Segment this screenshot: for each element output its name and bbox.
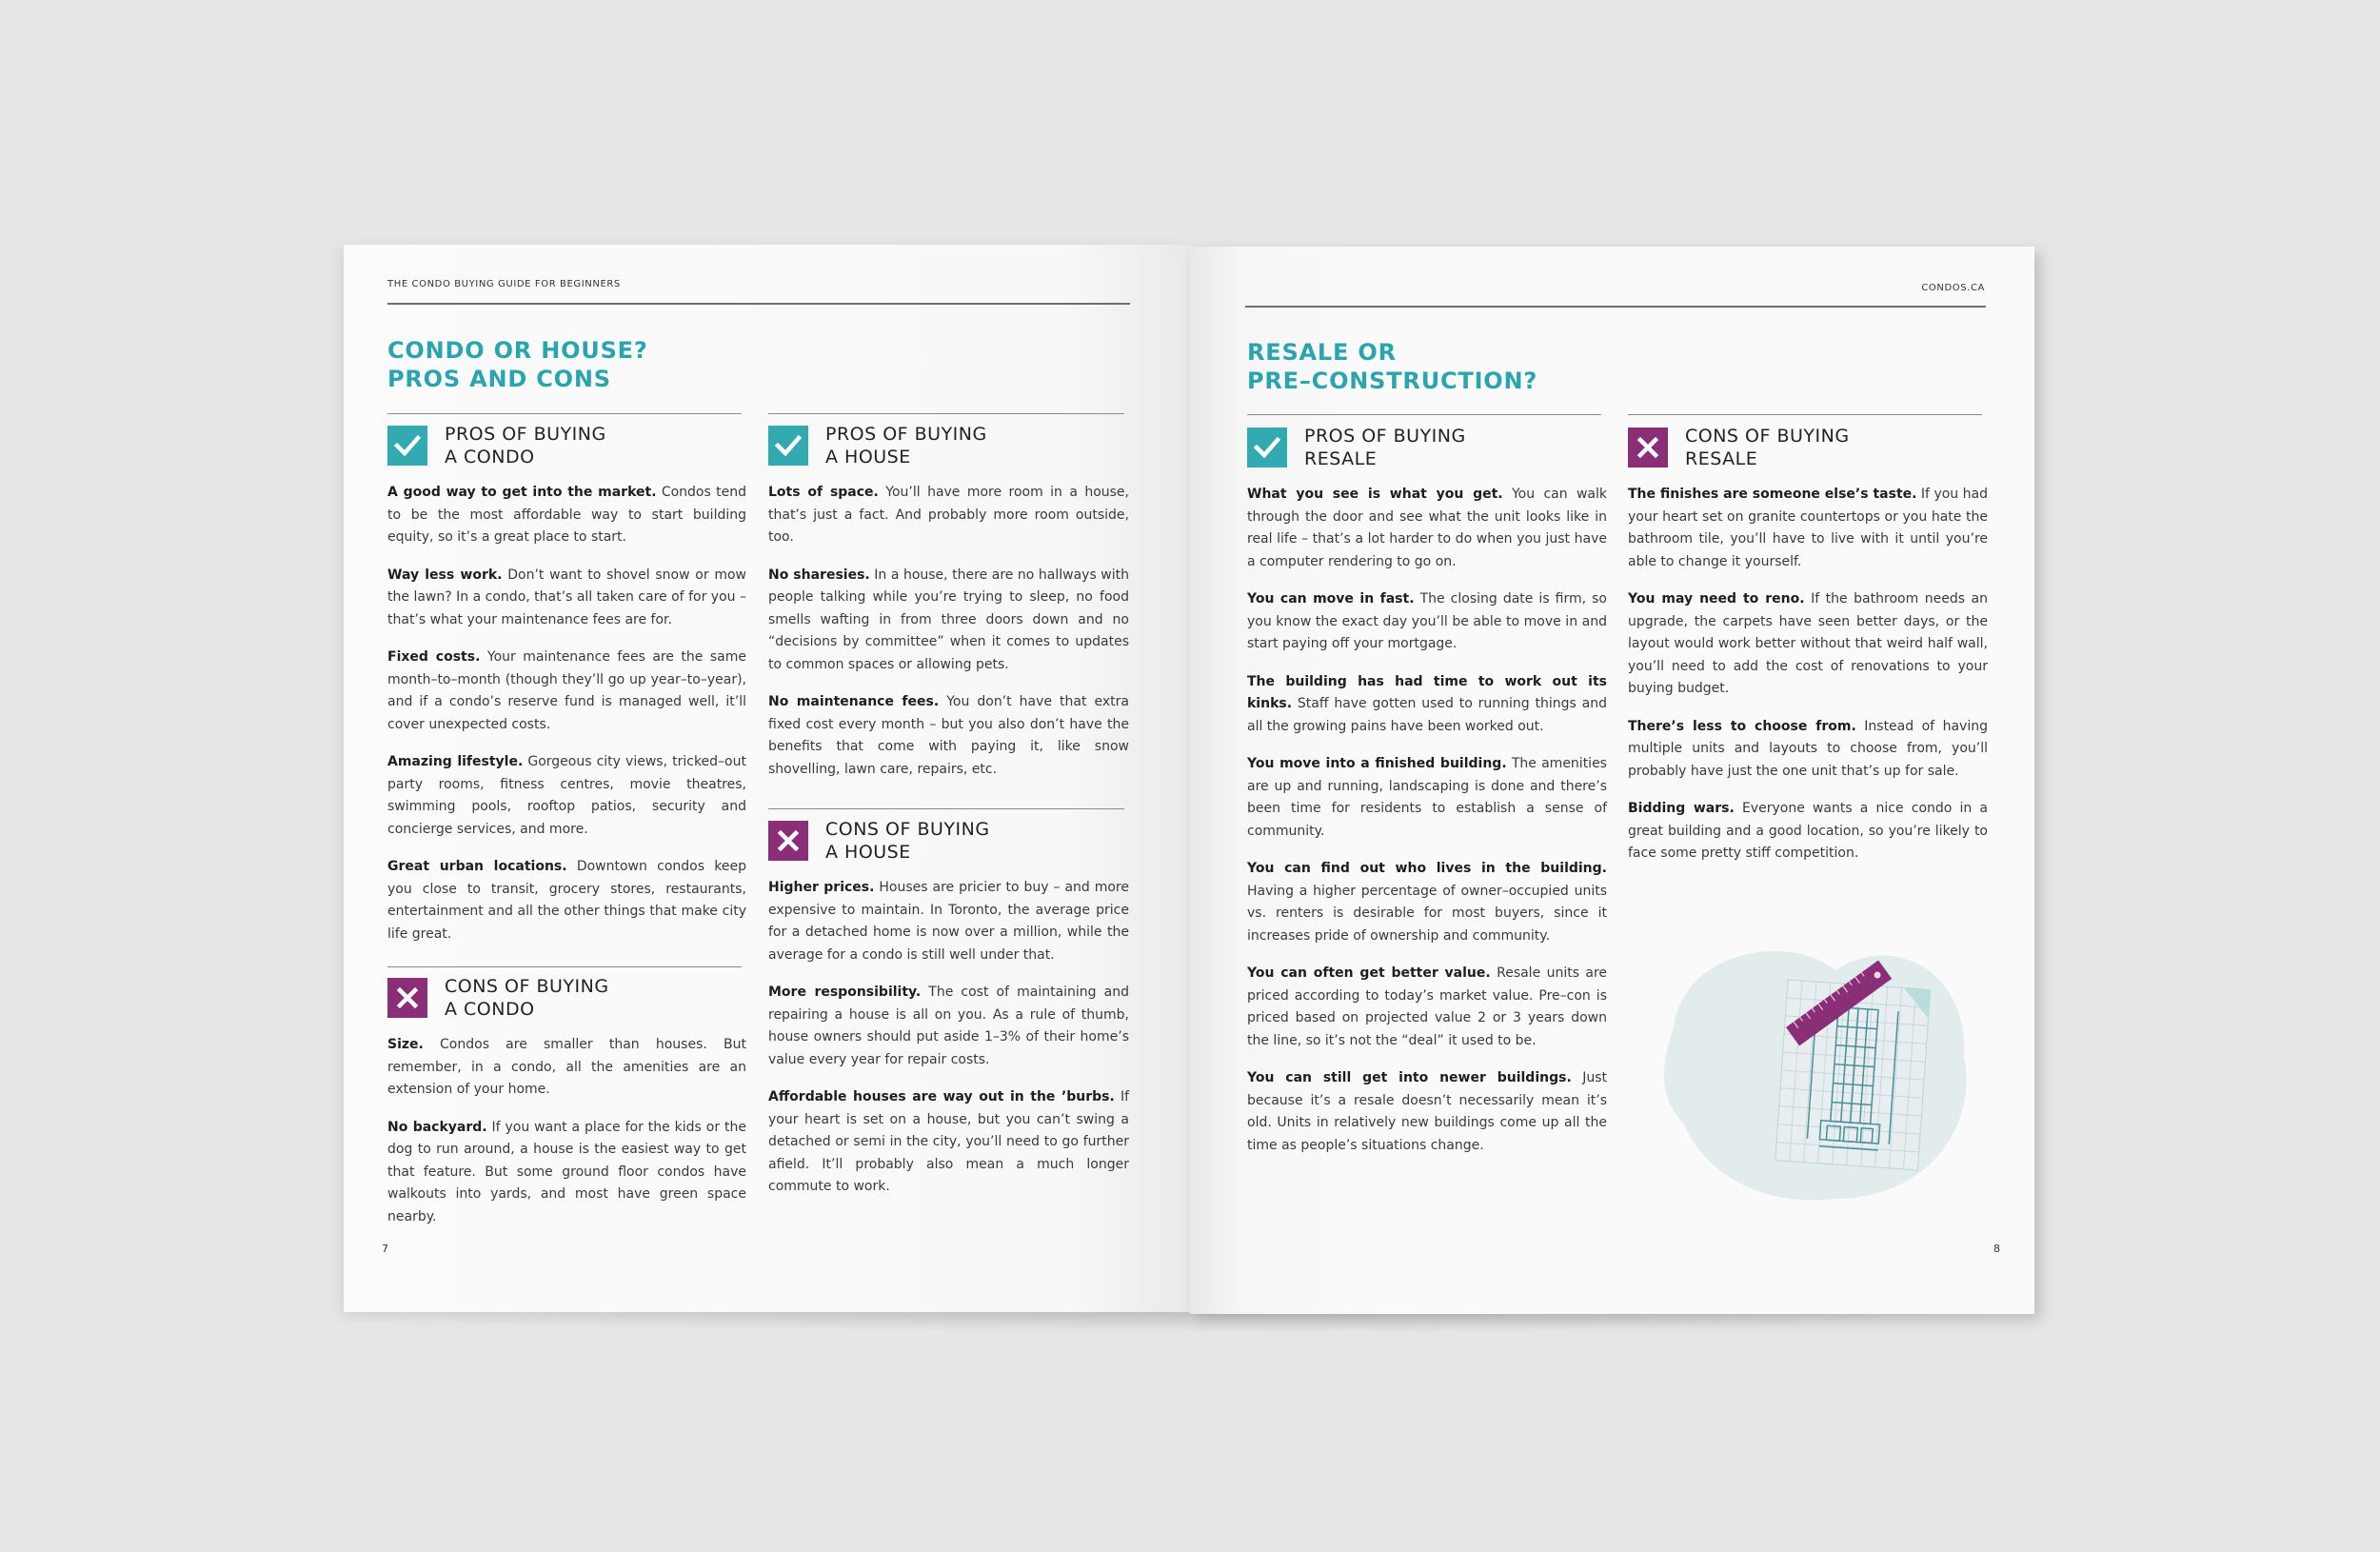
checkmark-icon [768,426,808,466]
item-lead: Fixed costs. [387,649,481,665]
heading-line-1: PROS OF BUYING [445,424,606,445]
section-heading [768,426,1129,468]
heading-line-2: RESALE [1685,448,1758,469]
page-number: 8 [1993,1243,2000,1255]
running-head: THE CONDO BUYING GUIDE FOR BEGINNERS [387,279,621,289]
item-text: You can walk through the door and see what the unit looks like in real life – that’s a lot harder to do when you just have a computer rendering to go on. [1247,487,1607,569]
list-item [387,856,746,945]
title-line-2: PROS AND CONS [387,366,611,392]
item-text: Houses are pricier to buy – and more expensive to maintain. In Toronto, the average price for a detached home is now over a million, while the average for a condo is still well under that. [768,880,1129,963]
section-rule [387,966,742,967]
heading-line-1: CONS OF BUYING [445,976,609,997]
list-item [387,482,746,549]
heading-line-1: PROS OF BUYING [1304,426,1466,447]
section-heading-text [445,423,606,468]
heading-line-2: RESALE [1304,448,1378,469]
item-lead: You can find out who lives in the building. [1247,861,1607,876]
item-text: Condos are smaller than houses. But remember, in a condo, all the amenities are an extension of your home. [387,1037,746,1097]
x-mark-icon [387,978,427,1018]
section-rule [1247,414,1601,415]
item-text: Condos tend to be the most affordable way to start building equity, so it’s a great place to start. [387,485,746,545]
item-lead: Great urban locations. [387,859,567,874]
item-text: If the bathroom needs an upgrade, the carpets have seen better days, or the layout would work better without that weird half wall, you’ll need to add the cost of renovations to your buying budget. [1628,591,1988,696]
item-lead: The building has had time to work out its kinks. [1247,673,1607,711]
item-lead: Higher prices. [768,880,875,895]
section-heading-text [825,818,990,864]
section-rule [1628,414,1982,415]
item-text: The amenities are up and running, landscaping is done and there’s been time for residents to establish a sense of community. [1247,756,1607,839]
item-lead: Size. [387,1037,424,1052]
heading-line-2: A HOUSE [825,447,911,468]
cons-house-section [768,821,1129,1214]
pros-house-section [768,426,1129,796]
page-title [1247,338,1537,395]
list-item [387,565,746,632]
list-item [387,1117,746,1229]
item-lead: Affordable houses are way out in the ’burbs. [768,1089,1115,1104]
left-page [344,245,1190,1312]
item-text: The closing date is firm, so you know the exact day you’ll be able to move in and start paying off your mortgage. [1247,591,1607,651]
right-page [1190,247,2034,1314]
item-text: If you had your heart set on granite countertops or you hate the bathroom tile, you’ll have to live with it until you’re able to change it yourself. [1628,487,1988,569]
item-text: Having a higher percentage of owner–occupied units vs. renters is desirable for most buyers, since it increases pride of ownership and community. [1247,883,1607,944]
item-text: Resale units are priced according to today’s market value. Pre–con is priced based on projected value 2 or 3 years down the line, so it’s not the “deal” it used to be. [1247,965,1608,1048]
list-item [387,1034,746,1102]
heading-line-2: A HOUSE [825,842,911,863]
list-item [1247,858,1607,947]
item-lead: Lots of space. [768,485,879,500]
item-lead: The finishes are someone else’s taste. [1628,487,1917,502]
list-item [1628,588,1988,701]
cons-condo-section [387,978,746,1244]
heading-line-2: A CONDO [445,999,535,1020]
item-text: Don’t want to shovel snow or mow the lawn? In a condo, that’s all taken care of for you – that’s what your maintenance fees are for. [387,567,746,627]
checkmark-icon [1247,428,1287,468]
title-line-1: RESALE OR [1247,339,1397,366]
page-title [387,336,648,393]
heading-line-2: A CONDO [445,447,535,468]
list-item [1247,963,1607,1052]
item-lead: What you see is what you get. [1247,487,1503,502]
section-heading-text [1685,425,1850,470]
list-item [768,877,1129,966]
list-item [387,751,746,841]
list-item [768,982,1129,1071]
list-item [1247,484,1607,573]
list-item [1247,671,1607,739]
section-heading-text [825,423,987,468]
pros-condo-section [387,426,746,961]
section-heading [387,978,746,1021]
x-mark-icon [768,821,808,861]
heading-line-1: PROS OF BUYING [825,424,987,445]
item-lead: Way less work. [387,567,503,583]
checkmark-icon [387,426,427,466]
section-heading [1247,428,1607,470]
item-text: You don’t have that extra fixed cost every month – but you also don’t have the benefits that come with paying it, like snow shovelling, lawn care, repairs, etc. [768,694,1129,777]
item-lead: You can move in fast. [1247,591,1415,607]
item-lead: No backyard. [387,1119,487,1135]
section-rule [768,413,1124,414]
item-lead: There’s less to choose from. [1628,718,1856,734]
title-line-2: PRE–CONSTRUCTION? [1247,368,1538,394]
item-lead: More responsibility. [768,985,922,1000]
list-item [387,647,746,736]
item-text: In a house, there are no hallways with people talking while you’re trying to sleep, no food smells wafting in from three doors down and no “decisions by committee” when it comes to updates to common spaces or allowing pets. [768,567,1129,672]
title-line-1: CONDO OR HOUSE? [387,337,648,364]
section-rule [387,413,742,414]
pros-resale-section [1247,428,1607,1172]
item-lead: You can still get into newer buildings. [1247,1070,1572,1085]
section-heading-text [445,975,609,1021]
list-item [768,482,1129,549]
item-lead: You move into a finished building. [1247,756,1507,771]
list-item [1247,588,1607,656]
item-lead: Bidding wars. [1628,801,1735,816]
list-item [1628,484,1988,573]
item-text: The cost of maintaining and repairing a house is all on you. As a rule of thumb, house owners should put aside 1–3% of their home’s value every year for repair costs. [768,985,1129,1067]
item-lead: Amazing lifestyle. [387,754,524,769]
item-text: If your heart is set on a house, but you can’t swing a detached or semi in the city, you’ll need to go further afield. It’ll probably also mean a much longer commute to work. [768,1089,1129,1194]
x-mark-icon [1628,428,1668,468]
section-heading-text [1304,425,1466,470]
header-rule [387,303,1130,305]
list-item [1247,1067,1607,1157]
list-item [768,691,1129,781]
item-text: Downtown condos keep you close to transit, grocery stores, restaurants, entertainment and all the other things that make city life great. [387,859,746,942]
list-item [1247,753,1607,843]
item-lead: No sharesies. [768,567,870,583]
item-text: If you want a place for the kids or the dog to run around, a house is the easiest way to get that feature. But some ground floor condos have walkouts into yards, and most have green space nearby. [387,1119,747,1224]
item-text: Instead of having multiple units and layouts to choose from, you’ll probably have just the one unit that’s up for sale. [1628,718,1988,779]
heading-line-1: CONS OF BUYING [825,819,990,840]
item-text: Just because it’s a resale doesn’t necessarily mean it’s old. Units in relatively new buildings come up all the time as people’s situations change. [1247,1070,1607,1153]
item-lead: You may need to reno. [1628,591,1805,607]
section-rule [768,808,1124,809]
cons-resale-section [1628,428,1988,881]
blueprint-ruler-illustration [1645,913,1988,1227]
list-item [1628,716,1988,784]
list-item [768,565,1129,677]
item-lead: You can often get better value. [1247,965,1491,981]
item-lead: No maintenance fees. [768,694,940,709]
heading-line-1: CONS OF BUYING [1685,426,1850,447]
page-number: 7 [382,1243,388,1255]
list-item [768,1086,1129,1199]
header-rule [1245,306,1986,308]
section-heading [768,821,1129,864]
item-text: Gorgeous city views, tricked–out party rooms, fitness centres, movie theatres, swimming pools, rooftop patios, security and concierge services, and more. [387,754,746,837]
item-text: Staff have gotten used to running things and all the growing pains have been worked out. [1247,696,1607,734]
section-heading [387,426,746,468]
section-heading [1628,428,1988,470]
item-lead: A good way to get into the market. [387,485,657,500]
item-text: Everyone wants a nice condo in a great building and a good location, so you’re likely to face some pretty stiff competition. [1628,801,1988,861]
running-head: CONDOS.CA [1921,283,1985,293]
item-text: Your maintenance fees are the same month–to–month (though they’ll go up year–to–year), and if a condo’s reserve fund is managed well, it’ll cover unexpected costs. [387,649,746,732]
item-text: You’ll have more room in a house, that’s just a fact. And probably more room outside, too. [768,485,1129,545]
list-item [1628,798,1988,866]
